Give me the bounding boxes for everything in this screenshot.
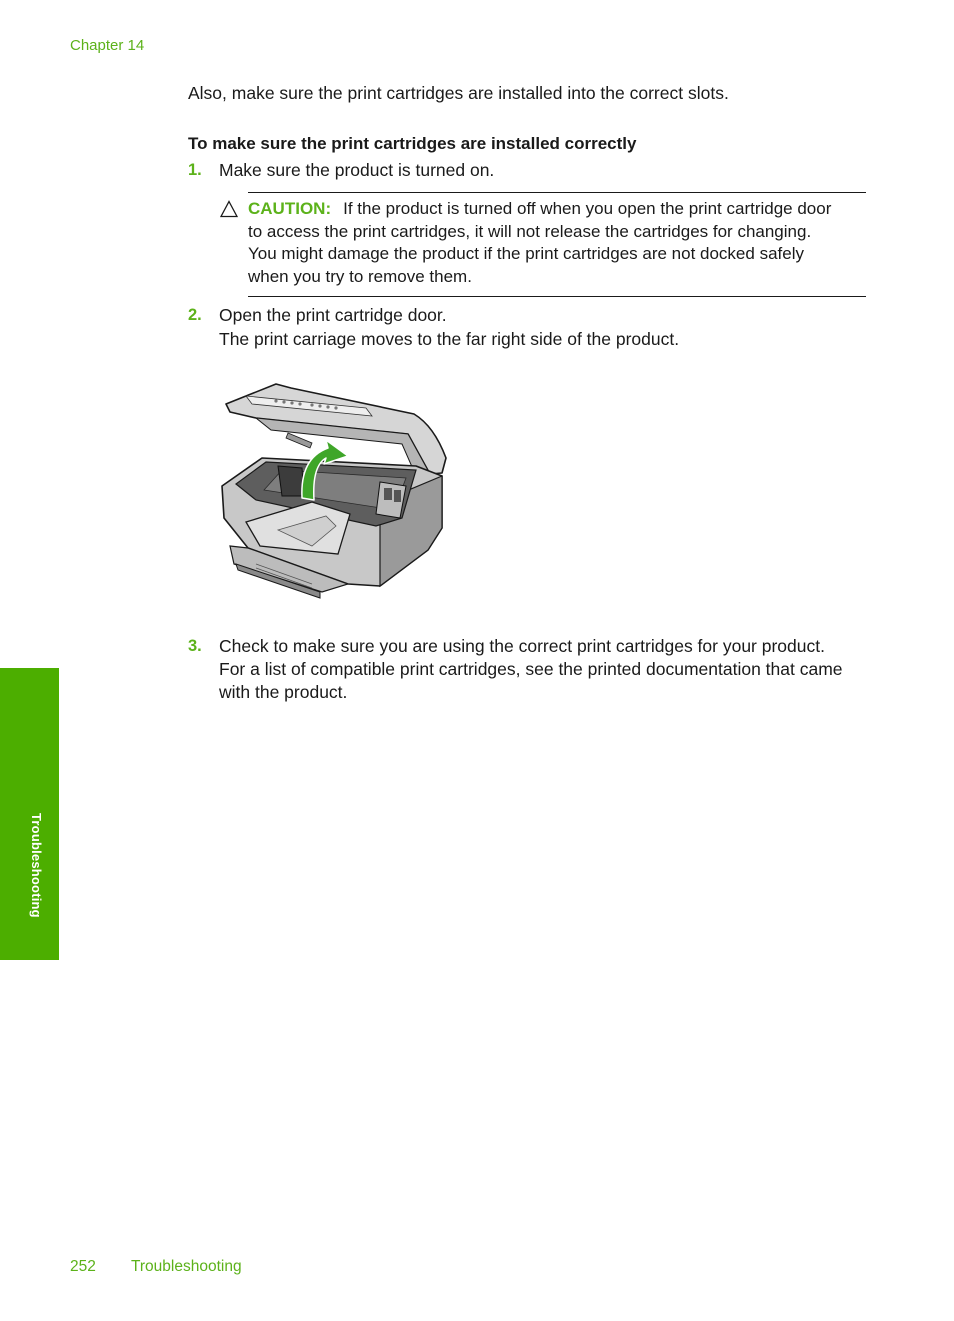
step-1-line: Make sure the product is turned on. — [219, 160, 495, 180]
step-2-line-2: The print carriage moves to the far right side of the product. — [219, 329, 680, 349]
carriage-left — [278, 466, 304, 496]
caution-label: CAUTION: — [248, 199, 332, 218]
cartridge — [384, 488, 392, 500]
step-3-line-2: For a list of compatible print cartridges, see the printed documentation that came — [219, 659, 843, 679]
step-3-line-3: with the product. — [219, 682, 348, 702]
printer-open-door-illustration — [216, 378, 452, 600]
cartridge — [394, 490, 401, 502]
step-2-number: 2. — [188, 306, 202, 324]
caution-line-4: when you try to remove them. — [248, 267, 472, 287]
page-number: 252 — [70, 1258, 96, 1275]
side-tab-label: Troubleshooting — [29, 813, 44, 918]
caution-line-1: If the product is turned off when you open the print cartridge door — [343, 199, 832, 218]
lid-support — [286, 433, 312, 448]
intro-paragraph: Also, make sure the print cartridges are installed into the correct slots. — [188, 83, 729, 103]
warning-triangle-icon — [220, 200, 238, 218]
caution-line-3: You might damage the product if the print cartridges are not docked safely — [248, 244, 804, 264]
caution-text — [248, 198, 870, 289]
footer-section-title: Troubleshooting — [131, 1258, 242, 1275]
chapter-label: Chapter 14 — [70, 37, 145, 54]
step-1-number: 1. — [188, 161, 202, 179]
caution-line — [248, 198, 870, 221]
step-3-text — [219, 635, 879, 704]
section-heading: To make sure the print cartridges are installed correctly — [188, 134, 637, 153]
caution-line-2: to access the print cartridges, it will not release the cartridges for changing. — [248, 221, 812, 241]
step-2-text — [219, 304, 879, 351]
step-2-line-1: Open the print cartridge door. — [219, 305, 447, 325]
step-3-number: 3. — [188, 637, 202, 655]
step-3-line-1: Check to make sure you are using the correct print cartridges for your product. — [219, 636, 825, 656]
step-1-text — [219, 159, 879, 182]
